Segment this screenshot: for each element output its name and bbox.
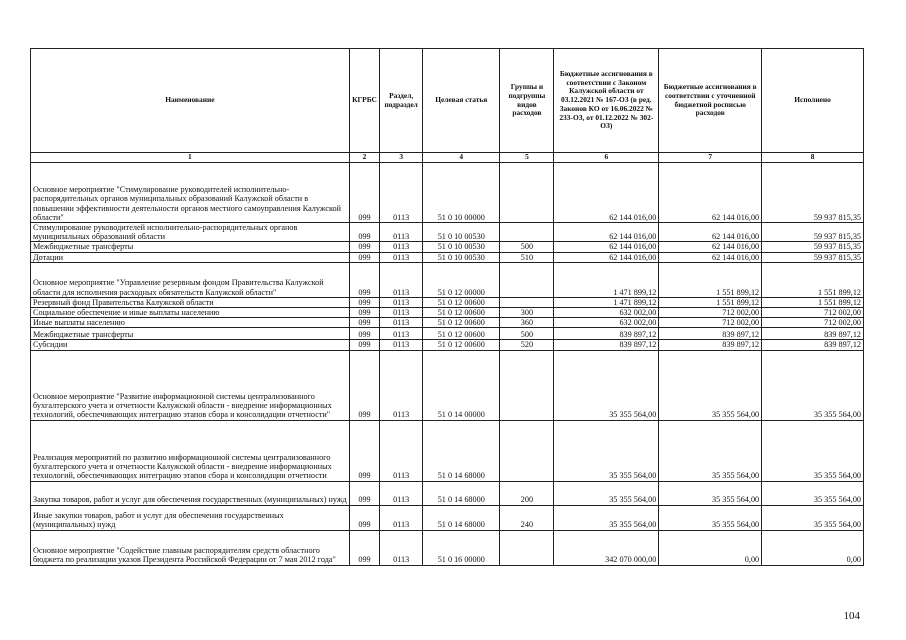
row-name: Закупка товаров, работ и услуг для обеспечения государственных (муниципальных) нужд <box>31 481 350 505</box>
row-name: Межбюджетные трансферты <box>31 328 350 340</box>
row-executed-amount: 1 551 899,12 <box>762 297 864 307</box>
table-row <box>31 307 864 317</box>
row-group: 200 <box>500 481 554 505</box>
row-section: 0113 <box>380 420 423 481</box>
row-kgrbs: 099 <box>349 530 380 565</box>
row-kgrbs: 099 <box>349 318 380 328</box>
row-name: Межбюджетные трансферты <box>31 242 350 252</box>
row-executed-amount: 35 355 564,00 <box>762 350 864 420</box>
row-group <box>500 297 554 307</box>
row-law-amount: 632 002,00 <box>554 318 659 328</box>
row-group: 360 <box>500 318 554 328</box>
row-name: Реализация мероприятий по развитию информационной системы централизованного бухгалтерского учета и отчетности Калужской области - внедрение информационных технологий, обеспечивающих интеграцию этапов сбора и консолидации отчетности <box>31 420 350 481</box>
row-group <box>500 223 554 242</box>
row-group: 510 <box>500 252 554 262</box>
col-header-kgrbs: КГРБС <box>349 49 380 153</box>
row-roster-amount: 712 002,00 <box>659 318 762 328</box>
table-row <box>31 163 864 223</box>
row-name: Основное мероприятие "Стимулирование руководителей исполнительно-распорядительных органов муниципальных образований Калужской области в повышении эффективности деятельности органов местного самоуправления Калужской области" <box>31 163 350 223</box>
row-law-amount: 35 355 564,00 <box>554 481 659 505</box>
table-row <box>31 318 864 328</box>
row-kgrbs: 099 <box>349 163 380 223</box>
row-kgrbs: 099 <box>349 420 380 481</box>
row-section: 0113 <box>380 163 423 223</box>
col-number: 8 <box>762 153 864 163</box>
row-target: 51 0 12 00600 <box>423 297 500 307</box>
row-executed-amount: 59 937 815,35 <box>762 252 864 262</box>
table-row <box>31 340 864 350</box>
col-header-section: Раздел, подраздел <box>380 49 423 153</box>
row-roster-amount: 35 355 564,00 <box>659 481 762 505</box>
col-header-roster: Бюджетные ассигнования в соответствии с уточненной бюджетной росписью расходов <box>659 49 762 153</box>
table-row <box>31 242 864 252</box>
row-roster-amount: 62 144 016,00 <box>659 242 762 252</box>
row-kgrbs: 099 <box>349 481 380 505</box>
col-number: 1 <box>31 153 350 163</box>
row-name: Дотации <box>31 252 350 262</box>
col-header-name: Наименование <box>31 49 350 153</box>
row-executed-amount: 0,00 <box>762 530 864 565</box>
row-executed-amount: 839 897,12 <box>762 328 864 340</box>
row-kgrbs: 099 <box>349 350 380 420</box>
row-section: 0113 <box>380 307 423 317</box>
row-section: 0113 <box>380 252 423 262</box>
row-executed-amount: 712 002,00 <box>762 307 864 317</box>
row-law-amount: 35 355 564,00 <box>554 420 659 481</box>
row-target: 51 0 12 00600 <box>423 328 500 340</box>
col-header-law: Бюджетные ассигнования в соответствии с Законом Калужской области от 03.12.2021 № 167-ОЗ (в ред. Законов КО от 16.06.2022 № 233-ОЗ, от 01.12.2022 № 302-ОЗ) <box>554 49 659 153</box>
row-target: 51 0 10 00530 <box>423 252 500 262</box>
row-law-amount: 62 144 016,00 <box>554 223 659 242</box>
col-header-executed: Исполнено <box>762 49 864 153</box>
row-kgrbs: 099 <box>349 252 380 262</box>
col-number: 5 <box>500 153 554 163</box>
row-section: 0113 <box>380 297 423 307</box>
row-executed-amount: 712 002,00 <box>762 318 864 328</box>
row-group: 240 <box>500 505 554 530</box>
row-roster-amount: 839 897,12 <box>659 340 762 350</box>
row-group: 300 <box>500 307 554 317</box>
budget-table <box>30 48 864 566</box>
row-section: 0113 <box>380 350 423 420</box>
col-number: 3 <box>380 153 423 163</box>
col-number: 7 <box>659 153 762 163</box>
row-executed-amount: 59 937 815,35 <box>762 242 864 252</box>
row-section: 0113 <box>380 481 423 505</box>
row-name: Субсидии <box>31 340 350 350</box>
page-number: 104 <box>843 610 860 622</box>
row-roster-amount: 712 002,00 <box>659 307 762 317</box>
row-executed-amount: 59 937 815,35 <box>762 223 864 242</box>
row-law-amount: 35 355 564,00 <box>554 350 659 420</box>
row-target: 51 0 12 00600 <box>423 340 500 350</box>
col-number: 4 <box>423 153 500 163</box>
row-section: 0113 <box>380 340 423 350</box>
table-row <box>31 505 864 530</box>
row-target: 51 0 12 00600 <box>423 318 500 328</box>
row-law-amount: 62 144 016,00 <box>554 252 659 262</box>
row-group <box>500 530 554 565</box>
row-kgrbs: 099 <box>349 262 380 297</box>
row-section: 0113 <box>380 505 423 530</box>
row-roster-amount: 35 355 564,00 <box>659 420 762 481</box>
row-law-amount: 342 070 000,00 <box>554 530 659 565</box>
row-kgrbs: 099 <box>349 223 380 242</box>
row-target: 51 0 10 00000 <box>423 163 500 223</box>
row-roster-amount: 839 897,12 <box>659 328 762 340</box>
row-section: 0113 <box>380 262 423 297</box>
row-group: 500 <box>500 328 554 340</box>
row-law-amount: 35 355 564,00 <box>554 505 659 530</box>
row-section: 0113 <box>380 328 423 340</box>
row-group: 520 <box>500 340 554 350</box>
row-target: 51 0 14 68000 <box>423 505 500 530</box>
col-number: 2 <box>349 153 380 163</box>
row-executed-amount: 35 355 564,00 <box>762 420 864 481</box>
row-kgrbs: 099 <box>349 307 380 317</box>
table-row <box>31 350 864 420</box>
row-roster-amount: 0,00 <box>659 530 762 565</box>
table-row <box>31 530 864 565</box>
row-group <box>500 420 554 481</box>
table-row <box>31 328 864 340</box>
table-row <box>31 297 864 307</box>
row-law-amount: 839 897,12 <box>554 328 659 340</box>
row-section: 0113 <box>380 530 423 565</box>
row-section: 0113 <box>380 223 423 242</box>
row-kgrbs: 099 <box>349 328 380 340</box>
table-row <box>31 223 864 242</box>
row-section: 0113 <box>380 242 423 252</box>
row-name: Иные выплаты населению <box>31 318 350 328</box>
row-kgrbs: 099 <box>349 242 380 252</box>
row-roster-amount: 35 355 564,00 <box>659 350 762 420</box>
row-target: 51 0 16 00000 <box>423 530 500 565</box>
row-roster-amount: 62 144 016,00 <box>659 252 762 262</box>
row-section: 0113 <box>380 318 423 328</box>
row-roster-amount: 62 144 016,00 <box>659 223 762 242</box>
row-name: Резервный фонд Правительства Калужской области <box>31 297 350 307</box>
row-law-amount: 62 144 016,00 <box>554 242 659 252</box>
row-target: 51 0 14 68000 <box>423 420 500 481</box>
row-roster-amount: 1 551 899,12 <box>659 297 762 307</box>
table-row <box>31 481 864 505</box>
row-name: Основное мероприятие "Управление резервным фондом Правительства Калужской области для исполнения расходных обязательств Калужской области" <box>31 262 350 297</box>
row-executed-amount: 35 355 564,00 <box>762 481 864 505</box>
col-header-group: Группы и подгруппы видов расходов <box>500 49 554 153</box>
row-target: 51 0 14 00000 <box>423 350 500 420</box>
row-target: 51 0 10 00530 <box>423 223 500 242</box>
col-number: 6 <box>554 153 659 163</box>
row-target: 51 0 10 00530 <box>423 242 500 252</box>
row-name: Основное мероприятие "Развитие информационной системы централизованного бухгалтерского учета и отчетности Калужской области - внедрение информационных технологий, обеспечивающих интеграцию этапов сбора и консолидации отчетности" <box>31 350 350 420</box>
row-group: 500 <box>500 242 554 252</box>
column-number-row <box>31 153 864 163</box>
row-target: 51 0 14 68000 <box>423 481 500 505</box>
row-name: Социальное обеспечение и иные выплаты населению <box>31 307 350 317</box>
row-roster-amount: 35 355 564,00 <box>659 505 762 530</box>
row-law-amount: 1 471 899,12 <box>554 297 659 307</box>
table-row <box>31 252 864 262</box>
row-target: 51 0 12 00000 <box>423 262 500 297</box>
row-name: Основное мероприятие "Содействие главным распорядителям средств областного бюджета по реализации указов Президента Российской Федерации от 7 мая 2012 года" <box>31 530 350 565</box>
row-kgrbs: 099 <box>349 340 380 350</box>
row-kgrbs: 099 <box>349 297 380 307</box>
row-roster-amount: 62 144 016,00 <box>659 163 762 223</box>
row-group <box>500 163 554 223</box>
header-row <box>31 49 864 153</box>
row-name: Иные закупки товаров, работ и услуг для обеспечения государственных (муниципальных) нужд <box>31 505 350 530</box>
row-group <box>500 262 554 297</box>
row-law-amount: 632 002,00 <box>554 307 659 317</box>
row-target: 51 0 12 00600 <box>423 307 500 317</box>
row-executed-amount: 839 897,12 <box>762 340 864 350</box>
row-law-amount: 62 144 016,00 <box>554 163 659 223</box>
row-executed-amount: 35 355 564,00 <box>762 505 864 530</box>
row-executed-amount: 59 937 815,35 <box>762 163 864 223</box>
table-row <box>31 262 864 297</box>
table-row <box>31 420 864 481</box>
row-law-amount: 839 897,12 <box>554 340 659 350</box>
row-law-amount: 1 471 899,12 <box>554 262 659 297</box>
row-executed-amount: 1 551 899,12 <box>762 262 864 297</box>
row-kgrbs: 099 <box>349 505 380 530</box>
row-name: Стимулирование руководителей исполнительно-распорядительных органов муниципальных образований области <box>31 223 350 242</box>
row-roster-amount: 1 551 899,12 <box>659 262 762 297</box>
col-header-target: Целевая статья <box>423 49 500 153</box>
row-group <box>500 350 554 420</box>
